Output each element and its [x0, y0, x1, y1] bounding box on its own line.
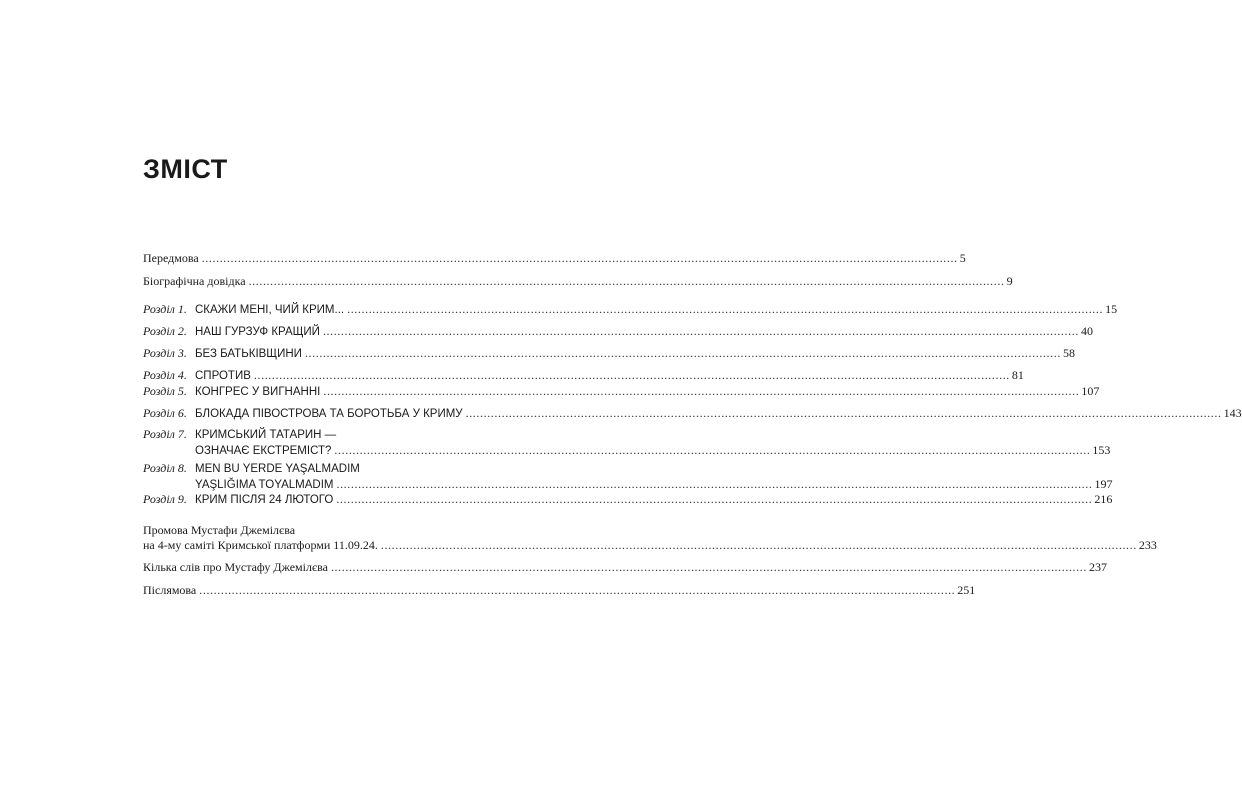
- chapter-title: СПРОТИВ: [195, 370, 251, 382]
- toc-entry-chapter-9[interactable]: [143, 492, 1113, 508]
- chapter-title: КРИМ ПІСЛЯ 24 ЛЮТОГО: [195, 494, 334, 506]
- chapter-title-line-1: MEN BU YERDE YAŞALMADIM: [195, 463, 360, 475]
- toc-entry-preface[interactable]: [143, 251, 966, 266]
- chapter-title-line-1: КРИМСЬКИЙ ТАТАРИН —: [195, 429, 337, 441]
- dot-leader: ..................................................................................................................................................................................................................: [304, 346, 1061, 360]
- page-number: 9: [1006, 274, 1013, 288]
- chapter-label: Розділ 5.: [143, 384, 187, 398]
- page-number: 40: [1080, 324, 1093, 338]
- entry-title: Післямова: [143, 583, 197, 597]
- dot-leader: ..................................................................................................................................................................................................................: [248, 274, 1005, 288]
- entry-title-line-1: Промова Мустафи Джемілєва: [143, 523, 296, 537]
- chapter-title: КОНГРЕС У ВИГНАННІ: [195, 386, 321, 398]
- page-number: 81: [1011, 368, 1024, 382]
- page-number: 107: [1081, 384, 1100, 398]
- toc-entry-afterword[interactable]: [143, 583, 976, 598]
- entry-title: Кілька слів про Мустафу Джемілєва: [143, 560, 328, 574]
- toc-entry-chapter-3[interactable]: [143, 346, 1075, 362]
- toc-entry-bio[interactable]: [143, 274, 1013, 289]
- dot-leader: ..................................................................................................................................................................................................................: [201, 251, 958, 265]
- chapter-label: Розділ 8.: [143, 461, 187, 475]
- toc-entry-chapter-1[interactable]: [143, 302, 1118, 318]
- page-number: 15: [1105, 302, 1118, 316]
- dot-leader: ..................................................................................................................................................................................................................: [322, 324, 1079, 338]
- toc-entry-chapter-6[interactable]: [143, 406, 1242, 422]
- entry-title: Передмова: [143, 251, 199, 265]
- dot-leader: ..................................................................................................................................................................................................................: [323, 384, 1080, 398]
- chapter-title: БЕЗ БАТЬКІВЩИНИ: [195, 348, 302, 360]
- page-number: 251: [957, 583, 976, 597]
- dot-leader: ..................................................................................................................................................................................................................: [253, 368, 1010, 382]
- dot-leader: ..................................................................................................................................................................................................................: [330, 560, 1087, 574]
- entry-title-line-2: на 4-му саміті Кримської платформи 11.09.24.: [143, 538, 378, 552]
- toc-entry-speech[interactable]: [143, 523, 1157, 553]
- toc-entry-chapter-8[interactable]: [143, 461, 1113, 493]
- chapter-title: НАШ ГУРЗУФ КРАЩИЙ: [195, 326, 320, 338]
- dot-leader: ..................................................................................................................................................................................................................: [334, 443, 1091, 457]
- dot-leader: ..................................................................................................................................................................................................................: [380, 538, 1137, 552]
- toc-entry-chapter-4[interactable]: [143, 368, 1024, 384]
- chapter-label: Розділ 4.: [143, 368, 187, 382]
- dot-leader: ..................................................................................................................................................................................................................: [347, 302, 1104, 316]
- toc-entry-chapter-2[interactable]: [143, 324, 1093, 340]
- page-number: 143: [1223, 406, 1242, 420]
- chapter-title: СКАЖИ МЕНІ, ЧИЙ КРИМ...: [195, 304, 345, 316]
- page-number: 197: [1094, 477, 1113, 491]
- page-number: 237: [1088, 560, 1107, 574]
- chapter-label: Розділ 7.: [143, 427, 187, 441]
- chapter-title-line-2: ОЗНАЧАЄ ЕКСТРЕМІСТ?: [195, 445, 332, 457]
- chapter-title-line-2: YAŞLIĞIMA TOYALMADIM: [195, 479, 334, 491]
- page-number: 153: [1092, 443, 1111, 457]
- chapter-label: Розділ 3.: [143, 346, 187, 360]
- chapter-label: Розділ 1.: [143, 302, 187, 316]
- toc-entry-words[interactable]: [143, 560, 1107, 575]
- toc-entry-chapter-5[interactable]: [143, 384, 1100, 400]
- chapter-label: Розділ 2.: [143, 324, 187, 338]
- toc-entry-chapter-7[interactable]: [143, 427, 1111, 459]
- page-number: 58: [1062, 346, 1075, 360]
- entry-title: Біографічна довідка: [143, 274, 246, 288]
- chapter-label: Розділ 9.: [143, 492, 187, 506]
- page-number: 5: [959, 251, 966, 265]
- dot-leader: ..................................................................................................................................................................................................................: [199, 583, 956, 597]
- chapter-title: БЛОКАДА ПІВОСТРОВА ТА БОРОТЬБА У КРИМУ: [195, 408, 463, 420]
- dot-leader: ..................................................................................................................................................................................................................: [465, 406, 1222, 420]
- dot-leader: ..................................................................................................................................................................................................................: [336, 492, 1093, 506]
- page-number: 233: [1138, 538, 1157, 552]
- page-number: 216: [1094, 492, 1113, 506]
- chapter-label: Розділ 6.: [143, 406, 187, 420]
- dot-leader: ..................................................................................................................................................................................................................: [336, 477, 1093, 491]
- page-title: ЗМІСТ: [143, 154, 228, 184]
